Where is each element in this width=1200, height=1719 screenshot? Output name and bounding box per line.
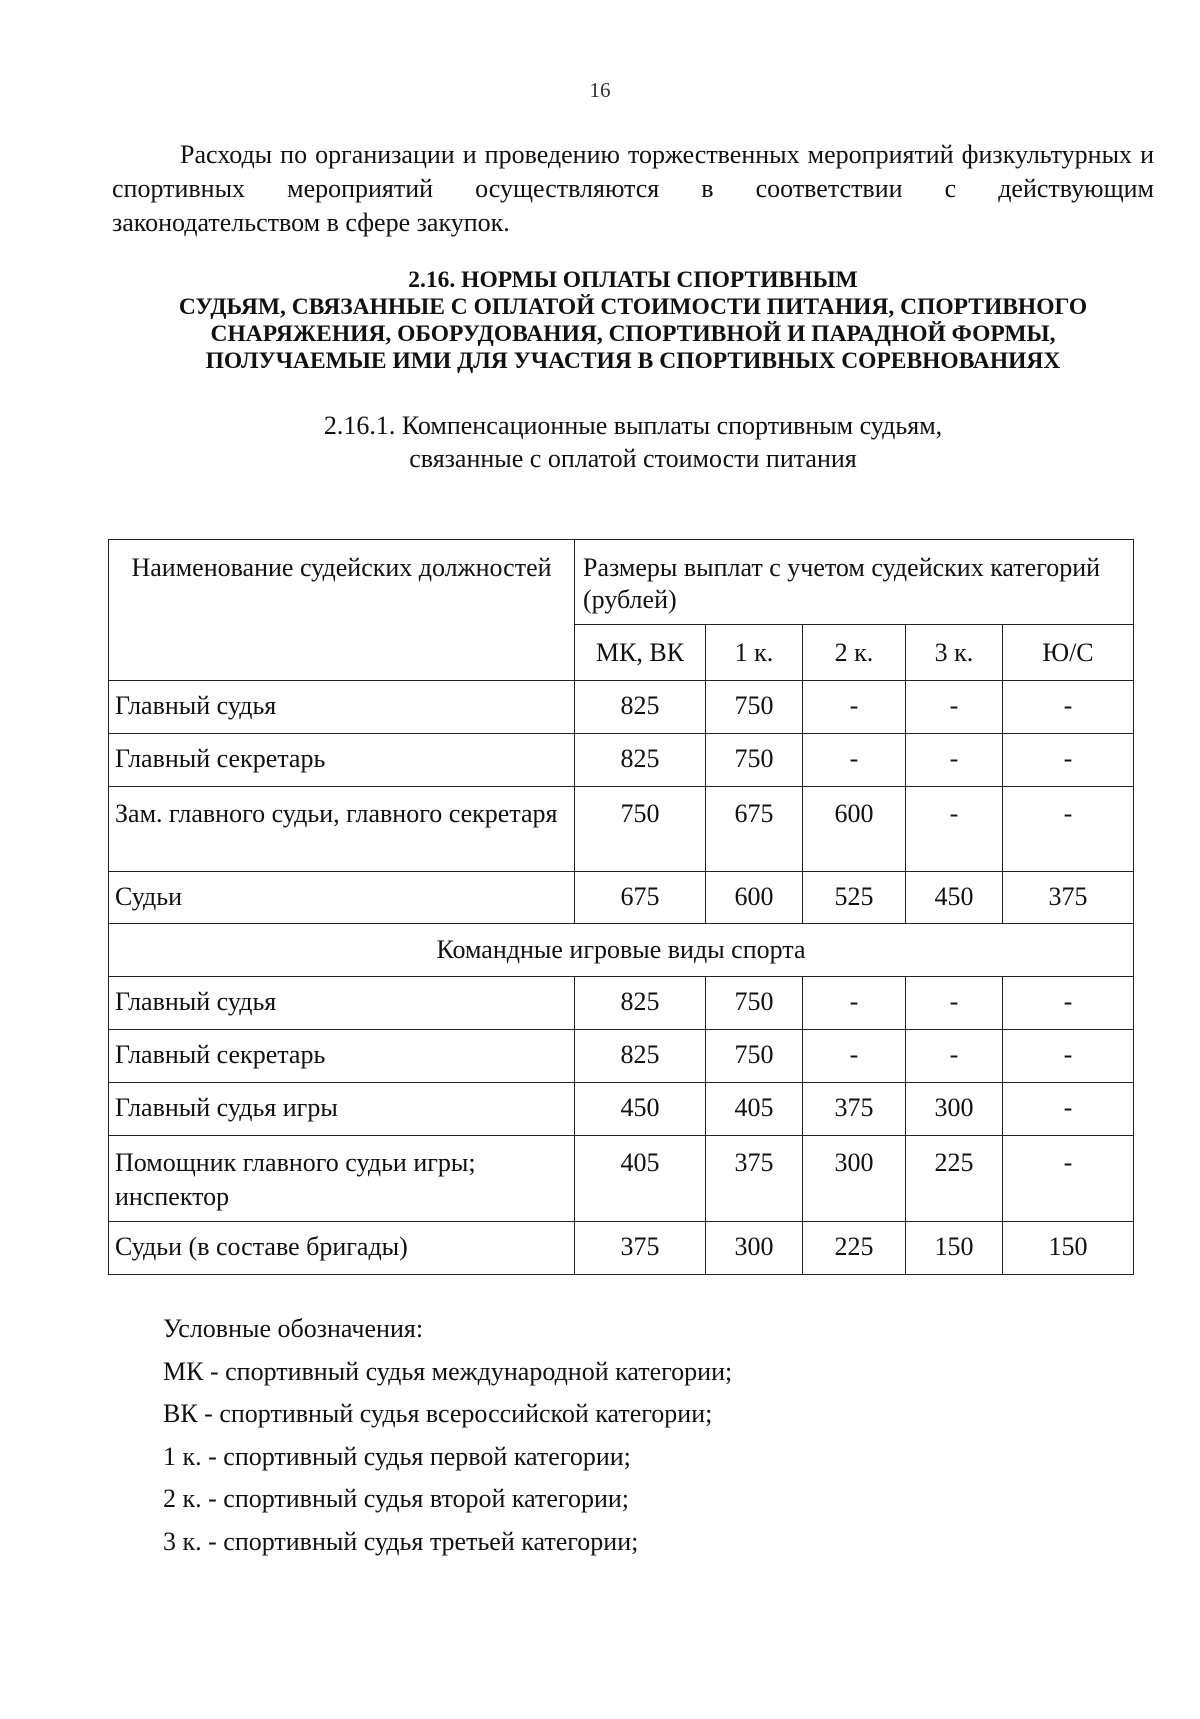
legend-item: 3 к. - спортивный судья третьей категории;	[163, 1526, 639, 1556]
position-name-cell: Главный судья	[109, 681, 575, 734]
payment-value-cell: -	[1003, 977, 1134, 1030]
table-row	[109, 681, 1134, 734]
payment-value-cell: 405	[706, 1083, 803, 1136]
payment-value-cell: 675	[706, 787, 803, 872]
section-heading-line: СУДЬЯМ, СВЯЗАННЫЕ С ОПЛАТОЙ СТОИМОСТИ ПИТАНИЯ, СПОРТИВНОГО	[178, 294, 1088, 320]
payments-table	[108, 539, 1134, 1275]
payment-value-cell: -	[1003, 734, 1134, 787]
legend-item: 1 к. - спортивный судья первой категории;	[163, 1441, 631, 1471]
position-name-cell: Главный судья игры	[109, 1083, 575, 1136]
payment-value-cell: 750	[575, 787, 706, 872]
section-heading-line: ПОЛУЧАЕМЫЕ ИМИ ДЛЯ УЧАСТИЯ В СПОРТИВНЫХ СОРЕВНОВАНИЯХ	[205, 348, 1061, 374]
position-name-cell: Судьи	[109, 872, 575, 924]
page-number: 16	[589, 78, 611, 102]
payment-value-cell: 750	[706, 1030, 803, 1083]
payment-value-cell: -	[906, 787, 1003, 872]
payment-value-cell: -	[1003, 1136, 1134, 1222]
payment-value-cell: 600	[706, 872, 803, 924]
payment-value-cell: 375	[706, 1136, 803, 1222]
payment-value-cell: -	[803, 681, 906, 734]
payment-value-cell: -	[803, 977, 906, 1030]
payment-value-cell: 825	[575, 1030, 706, 1083]
payment-value-cell: 450	[906, 872, 1003, 924]
payment-value-cell: -	[906, 977, 1003, 1030]
legend-item: 2 к. - спортивный судья второй категории;	[163, 1484, 629, 1513]
legend-item: ВК - спортивный судья всероссийской категории;	[163, 1399, 713, 1428]
payment-value-cell: 150	[1003, 1222, 1134, 1275]
header-category: 2 к.	[803, 625, 906, 681]
payment-value-cell: 600	[803, 787, 906, 872]
position-name-cell: Главный секретарь	[109, 1030, 575, 1083]
payment-value-cell: 750	[706, 681, 803, 734]
payment-value-cell: -	[906, 1030, 1003, 1083]
payment-value-cell: -	[906, 681, 1003, 734]
position-name-cell: Зам. главного судьи, главного секретаря	[109, 787, 575, 872]
legend-title: Условные обозначения:	[163, 1314, 424, 1343]
header-position-name: Наименование судейских должностей	[109, 540, 575, 681]
header-category: 3 к.	[906, 625, 1003, 681]
payment-value-cell: 150	[906, 1222, 1003, 1275]
group-row	[109, 924, 1134, 977]
legend	[163, 1308, 1143, 1563]
payment-value-cell: 525	[803, 872, 906, 924]
team-sports-group-title: Командные игровые виды спорта	[109, 924, 1134, 977]
position-name-cell: Помощник главного судьи игры; инспектор	[109, 1136, 575, 1222]
position-name-cell: Судьи (в составе бригады)	[109, 1222, 575, 1275]
table-row	[109, 1222, 1134, 1275]
payment-value-cell: 300	[906, 1083, 1003, 1136]
payment-value-cell: 675	[575, 872, 706, 924]
payment-value-cell: 825	[575, 681, 706, 734]
section-heading-line: 2.16. НОРМЫ ОПЛАТЫ СПОРТИВНЫМ	[408, 267, 858, 293]
header-payment-sizes: Размеры выплат с учетом судейских категорий (рублей)	[575, 540, 1134, 625]
payment-value-cell: 375	[1003, 872, 1134, 924]
payment-value-cell: 750	[706, 977, 803, 1030]
position-name-cell: Главный секретарь	[109, 734, 575, 787]
payment-value-cell: -	[1003, 1030, 1134, 1083]
payment-value-cell: 225	[803, 1222, 906, 1275]
section-heading-line: СНАРЯЖЕНИЯ, ОБОРУДОВАНИЯ, СПОРТИВНОЙ И ПАРАДНОЙ ФОРМЫ,	[210, 321, 1056, 347]
payment-value-cell: 375	[803, 1083, 906, 1136]
payment-value-cell: 405	[575, 1136, 706, 1222]
payment-value-cell: -	[803, 734, 906, 787]
payment-value-cell: 825	[575, 977, 706, 1030]
header-category: 1 к.	[706, 625, 803, 681]
payment-value-cell: 300	[706, 1222, 803, 1275]
table-row	[109, 872, 1134, 924]
payment-value-cell: -	[803, 1030, 906, 1083]
subsection-heading-line: связанные с оплатой стоимости питания	[409, 444, 857, 473]
legend-item: МК - спортивный судья международной категории;	[163, 1356, 733, 1386]
payment-value-cell: 300	[803, 1136, 906, 1222]
table-row	[109, 1136, 1134, 1222]
subsection-heading-line: 2.16.1. Компенсационные выплаты спортивным судьям,	[323, 411, 943, 440]
payment-value-cell: -	[906, 734, 1003, 787]
payment-value-cell: 750	[706, 734, 803, 787]
table-row	[109, 1030, 1134, 1083]
position-name-cell: Главный судья	[109, 977, 575, 1030]
subsection-heading	[112, 409, 1154, 475]
intro-paragraph: Расходы по организации и проведению торжественных мероприятий физкультурных и спортивных мероприятий осуществляются в соответствии с действующим законодательством в сфере закупок.	[112, 140, 1154, 237]
table-row	[109, 977, 1134, 1030]
header-category: Ю/С	[1003, 625, 1134, 681]
section-heading	[112, 267, 1154, 375]
table-row	[109, 787, 1134, 872]
payment-value-cell: -	[1003, 681, 1134, 734]
payment-value-cell: 225	[906, 1136, 1003, 1222]
table-row	[109, 1083, 1134, 1136]
header-category: МК, ВК	[575, 625, 706, 681]
payment-value-cell: 825	[575, 734, 706, 787]
payment-value-cell: 375	[575, 1222, 706, 1275]
payment-value-cell: -	[1003, 787, 1134, 872]
payment-value-cell: -	[1003, 1083, 1134, 1136]
table-row	[109, 734, 1134, 787]
payment-value-cell: 450	[575, 1083, 706, 1136]
